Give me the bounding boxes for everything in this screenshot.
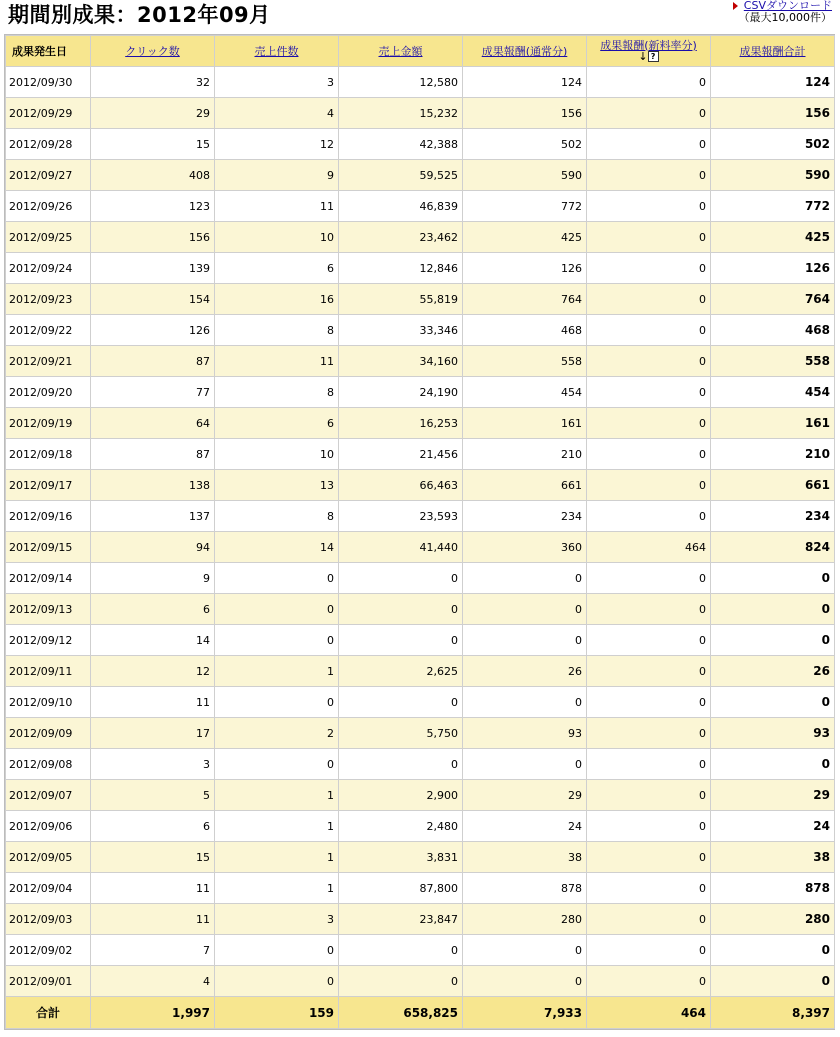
cell-reward-normal: 29 (463, 780, 587, 811)
csv-download-link[interactable]: CSVダウンロード (743, 0, 832, 12)
cell-reward-normal: 280 (463, 904, 587, 935)
cell-date: 2012/09/22 (6, 315, 91, 346)
cell-clicks: 123 (91, 191, 215, 222)
cell-sales-count: 3 (215, 67, 339, 98)
cell-reward-fee: 0 (587, 811, 711, 842)
cell-reward-normal: 124 (463, 67, 587, 98)
cell-reward-fee: 0 (587, 377, 711, 408)
cell-date: 2012/09/21 (6, 346, 91, 377)
cell-reward-normal: 0 (463, 594, 587, 625)
cell-date: 2012/09/23 (6, 284, 91, 315)
cell-reward-normal: 26 (463, 656, 587, 687)
cell-date: 2012/09/11 (6, 656, 91, 687)
cell-sales-amount: 16,253 (339, 408, 463, 439)
cell-sales-amount: 87,800 (339, 873, 463, 904)
cell-sales-count: 2 (215, 718, 339, 749)
cell-clicks: 137 (91, 501, 215, 532)
cell-sales-amount: 0 (339, 749, 463, 780)
cell-reward-normal: 156 (463, 98, 587, 129)
table-row (6, 625, 835, 656)
results-table-frame (4, 34, 835, 1030)
cell-reward-fee: 0 (587, 222, 711, 253)
cell-reward-fee: 0 (587, 439, 711, 470)
cell-sales-count: 16 (215, 284, 339, 315)
cell-reward-total: 29 (711, 780, 835, 811)
header-clicks (91, 36, 215, 67)
sort-reward-total-link[interactable]: 成果報酬合計 (739, 45, 806, 58)
cell-reward-total: 38 (711, 842, 835, 873)
cell-sales-amount: 23,847 (339, 904, 463, 935)
csv-download (733, 0, 832, 24)
cell-reward-fee: 0 (587, 315, 711, 346)
cell-reward-fee: 0 (587, 656, 711, 687)
cell-sales-count: 0 (215, 594, 339, 625)
cell-reward-normal: 24 (463, 811, 587, 842)
cell-reward-fee: 0 (587, 780, 711, 811)
cell-sales-amount: 12,580 (339, 67, 463, 98)
table-row (6, 160, 835, 191)
table-header-row (6, 36, 835, 67)
table-row (6, 532, 835, 563)
cell-sales-count: 13 (215, 470, 339, 501)
table-row (6, 563, 835, 594)
cell-reward-total: 0 (711, 687, 835, 718)
cell-date: 2012/09/26 (6, 191, 91, 222)
cell-reward-normal: 878 (463, 873, 587, 904)
cell-sales-count: 12 (215, 129, 339, 160)
cell-sales-amount: 23,462 (339, 222, 463, 253)
cell-clicks: 3 (91, 749, 215, 780)
totals-label: 合計 (6, 997, 91, 1029)
cell-sales-amount: 46,839 (339, 191, 463, 222)
cell-sales-amount: 2,480 (339, 811, 463, 842)
cell-clicks: 15 (91, 129, 215, 160)
cell-reward-fee: 0 (587, 687, 711, 718)
cell-clicks: 6 (91, 594, 215, 625)
cell-reward-total: 772 (711, 191, 835, 222)
cell-reward-normal: 0 (463, 625, 587, 656)
cell-sales-amount: 59,525 (339, 160, 463, 191)
cell-clicks: 11 (91, 873, 215, 904)
cell-reward-normal: 425 (463, 222, 587, 253)
cell-reward-total: 24 (711, 811, 835, 842)
cell-date: 2012/09/28 (6, 129, 91, 160)
cell-clicks: 11 (91, 904, 215, 935)
cell-sales-amount: 0 (339, 563, 463, 594)
cell-sales-count: 10 (215, 439, 339, 470)
cell-reward-total: 26 (711, 656, 835, 687)
cell-reward-fee: 0 (587, 284, 711, 315)
cell-sales-count: 14 (215, 532, 339, 563)
cell-clicks: 12 (91, 656, 215, 687)
table-row (6, 718, 835, 749)
cell-reward-normal: 210 (463, 439, 587, 470)
cell-date: 2012/09/18 (6, 439, 91, 470)
total-clicks: 1,997 (91, 997, 215, 1029)
cell-reward-total: 126 (711, 253, 835, 284)
cell-sales-count: 11 (215, 346, 339, 377)
cell-reward-total: 124 (711, 67, 835, 98)
cell-sales-amount: 0 (339, 966, 463, 997)
cell-sales-amount: 34,160 (339, 346, 463, 377)
cell-date: 2012/09/27 (6, 160, 91, 191)
cell-reward-fee: 0 (587, 470, 711, 501)
table-row (6, 811, 835, 842)
sort-sales-count-link[interactable]: 売上件数 (254, 45, 299, 58)
cell-date: 2012/09/24 (6, 253, 91, 284)
cell-reward-total: 0 (711, 625, 835, 656)
table-row (6, 594, 835, 625)
cell-clicks: 408 (91, 160, 215, 191)
cell-date: 2012/09/12 (6, 625, 91, 656)
table-row (6, 687, 835, 718)
cell-sales-count: 0 (215, 749, 339, 780)
cell-sales-count: 1 (215, 656, 339, 687)
cell-clicks: 32 (91, 67, 215, 98)
down-arrow-mark: ↓ (638, 49, 648, 63)
table-row (6, 346, 835, 377)
cell-reward-total: 502 (711, 129, 835, 160)
cell-reward-normal: 772 (463, 191, 587, 222)
cell-clicks: 94 (91, 532, 215, 563)
cell-sales-amount: 42,388 (339, 129, 463, 160)
table-row (6, 129, 835, 160)
cell-date: 2012/09/08 (6, 749, 91, 780)
cell-reward-normal: 502 (463, 129, 587, 160)
table-row (6, 470, 835, 501)
cell-clicks: 139 (91, 253, 215, 284)
cell-reward-normal: 454 (463, 377, 587, 408)
cell-reward-total: 0 (711, 749, 835, 780)
cell-sales-count: 0 (215, 687, 339, 718)
cell-reward-total: 764 (711, 284, 835, 315)
cell-clicks: 15 (91, 842, 215, 873)
cell-reward-normal: 0 (463, 935, 587, 966)
cell-reward-total: 280 (711, 904, 835, 935)
results-table (5, 35, 835, 1029)
cell-sales-count: 6 (215, 253, 339, 284)
cell-sales-amount: 23,593 (339, 501, 463, 532)
cell-date: 2012/09/30 (6, 67, 91, 98)
cell-reward-total: 425 (711, 222, 835, 253)
cell-reward-total: 661 (711, 470, 835, 501)
table-row (6, 439, 835, 470)
cell-date: 2012/09/25 (6, 222, 91, 253)
header-sales-amount (339, 36, 463, 67)
cell-clicks: 156 (91, 222, 215, 253)
cell-clicks: 9 (91, 563, 215, 594)
cell-clicks: 5 (91, 780, 215, 811)
cell-date: 2012/09/02 (6, 935, 91, 966)
cell-sales-count: 0 (215, 625, 339, 656)
cell-reward-normal: 360 (463, 532, 587, 563)
cell-reward-total: 234 (711, 501, 835, 532)
cell-clicks: 126 (91, 315, 215, 346)
csv-limit-note: （最大10,000件） (738, 11, 832, 24)
cell-reward-total: 824 (711, 532, 835, 563)
table-row (6, 780, 835, 811)
table-row (6, 315, 835, 346)
cell-clicks: 138 (91, 470, 215, 501)
cell-reward-fee: 0 (587, 563, 711, 594)
header-date: 成果発生日 (6, 36, 91, 67)
cell-reward-normal: 0 (463, 749, 587, 780)
cell-reward-normal: 38 (463, 842, 587, 873)
cell-date: 2012/09/04 (6, 873, 91, 904)
cell-clicks: 87 (91, 346, 215, 377)
total-sales-amount: 658,825 (339, 997, 463, 1029)
table-row (6, 966, 835, 997)
page-title: 期間別成果：2012年09月 (8, 3, 271, 27)
table-row (6, 408, 835, 439)
cell-reward-fee: 0 (587, 873, 711, 904)
cell-reward-fee: 0 (587, 98, 711, 129)
cell-sales-count: 8 (215, 377, 339, 408)
cell-reward-total: 590 (711, 160, 835, 191)
cell-reward-fee: 0 (587, 625, 711, 656)
cell-reward-total: 0 (711, 935, 835, 966)
table-row (6, 191, 835, 222)
cell-sales-count: 8 (215, 315, 339, 346)
table-row (6, 67, 835, 98)
cell-reward-fee: 0 (587, 408, 711, 439)
cell-date: 2012/09/19 (6, 408, 91, 439)
cell-reward-normal: 558 (463, 346, 587, 377)
cell-sales-amount: 0 (339, 625, 463, 656)
cell-reward-normal: 0 (463, 966, 587, 997)
cell-reward-fee: 0 (587, 842, 711, 873)
header-sales-count (215, 36, 339, 67)
total-reward-normal: 7,933 (463, 997, 587, 1029)
cell-clicks: 7 (91, 935, 215, 966)
cell-date: 2012/09/10 (6, 687, 91, 718)
cell-reward-total: 558 (711, 346, 835, 377)
cell-reward-fee: 0 (587, 191, 711, 222)
cell-reward-fee: 0 (587, 718, 711, 749)
cell-sales-count: 0 (215, 966, 339, 997)
cell-sales-count: 0 (215, 935, 339, 966)
table-row (6, 284, 835, 315)
cell-reward-total: 161 (711, 408, 835, 439)
cell-reward-normal: 161 (463, 408, 587, 439)
cell-reward-fee: 0 (587, 67, 711, 98)
cell-reward-normal: 661 (463, 470, 587, 501)
cell-reward-total: 454 (711, 377, 835, 408)
cell-clicks: 87 (91, 439, 215, 470)
help-icon[interactable]: ? (648, 51, 659, 62)
table-body (6, 67, 835, 997)
cell-reward-normal: 0 (463, 687, 587, 718)
cell-reward-normal: 0 (463, 563, 587, 594)
cell-sales-count: 10 (215, 222, 339, 253)
cell-sales-amount: 0 (339, 594, 463, 625)
cell-date: 2012/09/15 (6, 532, 91, 563)
cell-clicks: 77 (91, 377, 215, 408)
total-reward-total: 8,397 (711, 997, 835, 1029)
cell-sales-amount: 24,190 (339, 377, 463, 408)
cell-reward-normal: 590 (463, 160, 587, 191)
cell-sales-amount: 41,440 (339, 532, 463, 563)
table-row (6, 253, 835, 284)
arrow-right-icon (733, 2, 738, 10)
total-sales-count: 159 (215, 997, 339, 1029)
cell-clicks: 154 (91, 284, 215, 315)
cell-reward-total: 0 (711, 966, 835, 997)
cell-sales-count: 6 (215, 408, 339, 439)
cell-reward-fee: 0 (587, 160, 711, 191)
header-reward-normal (463, 36, 587, 67)
cell-sales-amount: 55,819 (339, 284, 463, 315)
cell-reward-fee: 0 (587, 904, 711, 935)
cell-date: 2012/09/13 (6, 594, 91, 625)
cell-reward-total: 210 (711, 439, 835, 470)
cell-clicks: 64 (91, 408, 215, 439)
cell-date: 2012/09/07 (6, 780, 91, 811)
cell-date: 2012/09/05 (6, 842, 91, 873)
cell-sales-amount: 3,831 (339, 842, 463, 873)
totals-row (6, 997, 835, 1029)
cell-reward-total: 0 (711, 563, 835, 594)
table-row (6, 873, 835, 904)
cell-reward-fee: 0 (587, 501, 711, 532)
cell-date: 2012/09/01 (6, 966, 91, 997)
cell-sales-count: 1 (215, 873, 339, 904)
table-row (6, 98, 835, 129)
sort-reward-normal-link[interactable]: 成果報酬(通常分) (481, 45, 568, 58)
table-row (6, 377, 835, 408)
table-row (6, 656, 835, 687)
cell-clicks: 6 (91, 811, 215, 842)
cell-sales-count: 1 (215, 780, 339, 811)
table-row (6, 501, 835, 532)
cell-reward-fee: 0 (587, 253, 711, 284)
cell-sales-count: 9 (215, 160, 339, 191)
cell-clicks: 11 (91, 687, 215, 718)
cell-date: 2012/09/20 (6, 377, 91, 408)
cell-sales-amount: 2,900 (339, 780, 463, 811)
cell-sales-amount: 2,625 (339, 656, 463, 687)
table-row (6, 749, 835, 780)
cell-sales-count: 8 (215, 501, 339, 532)
cell-reward-fee: 0 (587, 935, 711, 966)
cell-date: 2012/09/17 (6, 470, 91, 501)
cell-sales-count: 4 (215, 98, 339, 129)
cell-reward-normal: 234 (463, 501, 587, 532)
table-row (6, 222, 835, 253)
cell-reward-total: 468 (711, 315, 835, 346)
sort-sales-amount-link[interactable]: 売上金額 (378, 45, 423, 58)
cell-clicks: 29 (91, 98, 215, 129)
cell-reward-fee: 464 (587, 532, 711, 563)
cell-reward-normal: 468 (463, 315, 587, 346)
cell-sales-count: 0 (215, 563, 339, 594)
cell-reward-fee: 0 (587, 346, 711, 377)
header-reward-fee (587, 36, 711, 67)
cell-clicks: 17 (91, 718, 215, 749)
header-reward-total (711, 36, 835, 67)
cell-clicks: 14 (91, 625, 215, 656)
cell-date: 2012/09/03 (6, 904, 91, 935)
cell-date: 2012/09/16 (6, 501, 91, 532)
cell-reward-fee: 0 (587, 966, 711, 997)
cell-reward-total: 156 (711, 98, 835, 129)
table-row (6, 904, 835, 935)
cell-reward-total: 878 (711, 873, 835, 904)
cell-date: 2012/09/09 (6, 718, 91, 749)
cell-reward-normal: 126 (463, 253, 587, 284)
sort-reward-fee-link[interactable]: 成果報酬(新料率分) (600, 38, 697, 52)
cell-sales-amount: 0 (339, 935, 463, 966)
cell-sales-count: 3 (215, 904, 339, 935)
cell-date: 2012/09/29 (6, 98, 91, 129)
cell-reward-total: 0 (711, 594, 835, 625)
cell-sales-amount: 12,846 (339, 253, 463, 284)
cell-reward-fee: 0 (587, 749, 711, 780)
cell-sales-amount: 15,232 (339, 98, 463, 129)
cell-sales-count: 1 (215, 842, 339, 873)
total-reward-fee: 464 (587, 997, 711, 1029)
table-row (6, 842, 835, 873)
cell-sales-amount: 21,456 (339, 439, 463, 470)
cell-reward-normal: 93 (463, 718, 587, 749)
cell-clicks: 4 (91, 966, 215, 997)
cell-reward-total: 93 (711, 718, 835, 749)
cell-reward-fee: 0 (587, 594, 711, 625)
cell-date: 2012/09/06 (6, 811, 91, 842)
table-row (6, 935, 835, 966)
cell-reward-normal: 764 (463, 284, 587, 315)
cell-sales-amount: 5,750 (339, 718, 463, 749)
cell-sales-count: 1 (215, 811, 339, 842)
cell-reward-fee: 0 (587, 129, 711, 160)
cell-sales-amount: 0 (339, 687, 463, 718)
cell-sales-amount: 33,346 (339, 315, 463, 346)
cell-sales-count: 11 (215, 191, 339, 222)
sort-clicks-link[interactable]: クリック数 (125, 45, 180, 58)
cell-date: 2012/09/14 (6, 563, 91, 594)
cell-sales-amount: 66,463 (339, 470, 463, 501)
